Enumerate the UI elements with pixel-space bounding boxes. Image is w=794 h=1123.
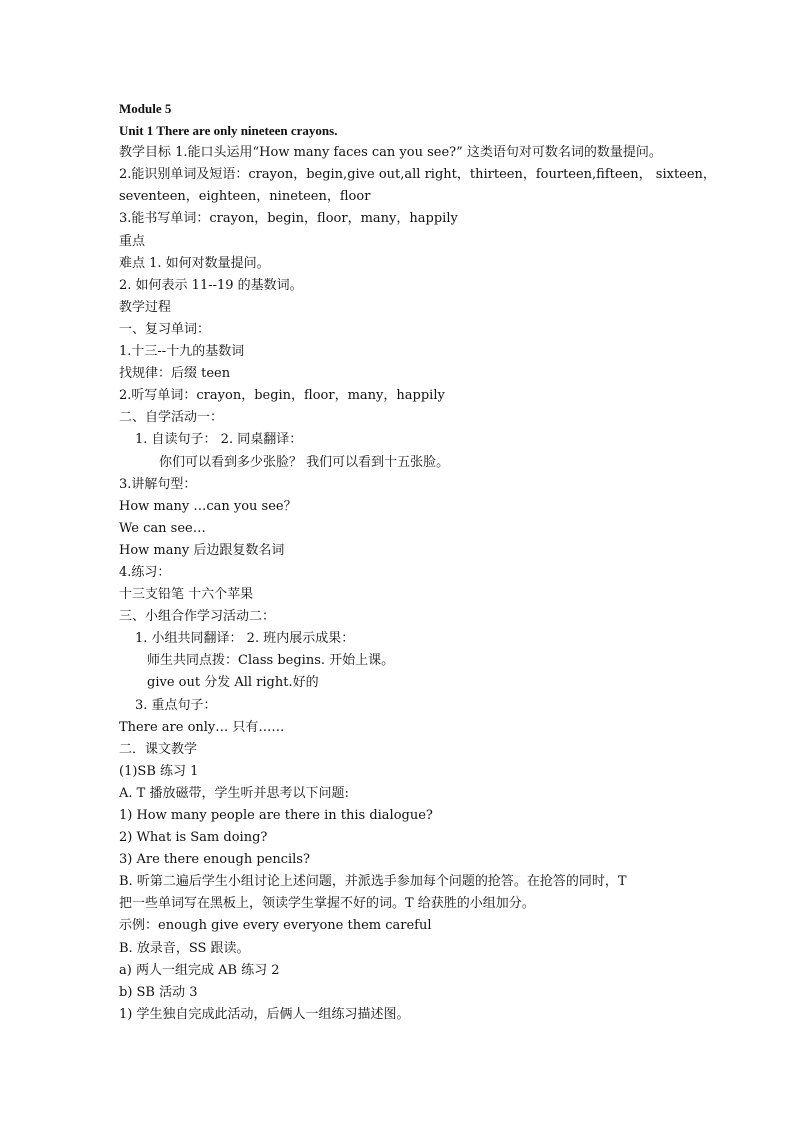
list-item: 你们可以看到多少张脸？ 我们可以看到十五张脸。 xyxy=(159,454,450,470)
list-item: 十三支铅笔 十六个苹果 xyxy=(119,587,254,603)
list-item: How many 后边跟复数名词 xyxy=(119,542,285,558)
list-item: 3. 重点句子： xyxy=(135,697,217,713)
list-item: 4.练习： xyxy=(119,564,171,580)
list-item: b) SB 活动 3 xyxy=(119,984,198,1000)
teaching-goal-2-cont: seventeen，eighteen，nineteen，floor xyxy=(119,189,371,205)
list-item: B. 放录音，SS 跟读。 xyxy=(119,940,250,956)
list-item: (1)SB 练习 1 xyxy=(119,763,199,779)
list-item: 1) How many people are there in this dialogue? xyxy=(119,808,433,823)
list-item: 1) 学生独自完成此活动，后俩人一组练习描述图。 xyxy=(119,1006,410,1022)
teaching-goal-1: 教学目标 1.能口头运用“How many faces can you see?” 这类语句对可数名词的数量提问。 xyxy=(119,145,662,161)
list-item: B. 听第二遍后学生小组讨论上述问题，并派选手参加每个问题的抢答。在抢答的同时，T xyxy=(119,874,627,890)
process-heading: 教学过程 xyxy=(119,299,172,315)
list-item: 把一些单词写在黑板上，领读学生掌握不好的词。T 给获胜的小组加分。 xyxy=(119,896,535,912)
difficulty-2: 2. 如何表示 11--19 的基数词。 xyxy=(119,277,303,293)
list-item: 3.讲解句型： xyxy=(119,476,197,492)
list-item: 2.听写单词：crayon，begin，floor，many，happily xyxy=(119,388,445,404)
section-self-study: 二、自学活动一： xyxy=(119,410,224,426)
list-item: A. T 播放磁带，学生听并思考以下问题: xyxy=(119,785,349,801)
teaching-goal-2: 2.能识别单词及短语：crayon，begin,give out,all right，thirteen，fourteen,fifteen， sixteen， xyxy=(119,167,716,183)
teaching-goal-3: 3.能书写单词：crayon，begin，floor，many，happily xyxy=(119,211,458,227)
list-item: 1. 自读句子： 2. 同桌翻译： xyxy=(135,432,303,448)
list-item: give out 分发 All right.好的 xyxy=(147,675,319,691)
list-item: 3) Are there enough pencils? xyxy=(119,852,310,868)
list-item: 找规律：后缀 teen xyxy=(119,366,231,382)
document-page xyxy=(119,98,716,1026)
list-item: a) 两人一组完成 AB 练习 2 xyxy=(119,962,280,978)
list-item: 1. 小组共同翻译： 2. 班内展示成果： xyxy=(135,631,355,647)
section-group-study: 三、小组合作学习活动二： xyxy=(119,609,276,625)
list-item: We can see… xyxy=(119,520,206,536)
module-title: Module 5 xyxy=(119,101,172,116)
list-item: 示例：enough give every everyone them careful xyxy=(119,918,432,934)
list-item: 师生共同点拨：Class begins. 开始上课。 xyxy=(147,653,395,669)
difficulty-1: 难点 1. 如何对数量提问。 xyxy=(119,255,270,271)
list-item: 2) What is Sam doing? xyxy=(119,830,268,846)
list-item: There are only… 只有…… xyxy=(119,719,285,735)
section-review-words: 一、复习单词： xyxy=(119,321,211,337)
unit-title: Unit 1 There are only nineteen crayons. xyxy=(119,123,338,139)
list-item: How many …can you see？ xyxy=(119,498,297,514)
list-item: 1.十三--十九的基数词 xyxy=(119,344,245,360)
section-text-teaching: 二．课文教学 xyxy=(119,741,198,757)
key-points-heading: 重点 xyxy=(119,233,146,249)
